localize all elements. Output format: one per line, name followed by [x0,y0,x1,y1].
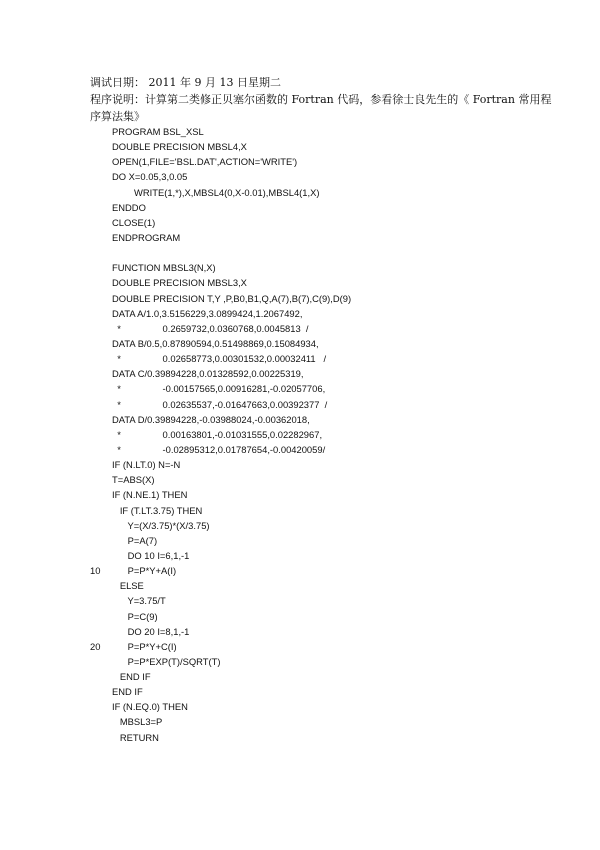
code-line [90,442,550,457]
code-text: IF (T.LT.3.75) THEN [112,504,203,516]
code-line [90,624,550,639]
debug-date-line: 调试日期： 2011 年 9 月 13 日星期二 [90,76,281,89]
code-text: END IF [112,671,151,683]
code-text: DATA D/0.39894228,-0.03988024,-0.00362018, [112,413,310,425]
statement-label: 10 [90,565,101,577]
code-line [90,169,550,184]
code-line [90,609,550,624]
code-text: FUNCTION MBSL3(N,X) [112,262,216,274]
code-text: * -0.00157565,0.00916281,-0.02057706, [112,383,326,395]
code-text: DO 20 I=8,1,-1 [112,625,190,637]
code-text: Y=3.75/T [112,595,166,607]
code-text: DATA A/1.0,3.5156229,3.0899424,1.2067492, [112,307,303,319]
code-line [90,275,550,290]
code-line [90,518,550,533]
code-line [90,457,550,472]
code-text: * 0.02635537,-0.01647663,0.00392377 / [112,398,328,410]
code-text: WRITE(1,*),X,MBSL4(0,X-0.01),MBSL4(1,X) [134,186,320,198]
code-text: IF (N.LT.0) N=-N [112,459,181,471]
code-line [90,366,550,381]
code-text: * 0.2659732,0.0360768,0.0045813 / [112,322,309,334]
code-line [90,472,550,487]
code-text: RETURN [112,731,159,743]
code-line [90,397,550,412]
code-text: * -0.02895312,0.01787654,-0.00420059/ [112,443,326,455]
code-line [90,154,550,169]
code-line [90,533,550,548]
description-line-2: 序算法集》 [90,110,145,123]
code-line [90,291,550,306]
code-text: DO 10 I=6,1,-1 [112,549,190,561]
code-line [90,699,550,714]
code-text: P=C(9) [112,610,158,622]
code-line [90,306,550,321]
code-text: ENDDO [112,201,146,213]
code-text: IF (N.EQ.0) THEN [112,701,188,713]
code-text: ELSE [112,580,144,592]
code-text: * 0.00163801,-0.01031555,0.02282967, [112,428,323,440]
code-text: DOUBLE PRECISION T,Y ,P,B0,B1,Q,A(7),B(7),C(9),D(9) [112,292,352,304]
code-line [90,669,550,684]
statement-label: 20 [90,640,101,652]
code-text: END IF [112,686,143,698]
code-text: * 0.02658773,0.00301532,0.00032411 / [112,353,327,365]
code-text: P=P*Y+C(I) [112,640,177,652]
code-line [90,185,550,200]
code-line [90,260,550,275]
document-header [90,74,552,125]
code-text: DOUBLE PRECISION MBSL3,X [112,277,247,289]
code-line [90,124,550,139]
code-text: MBSL3=P [112,716,163,728]
code-text: T=ABS(X) [112,474,155,486]
code-line [90,351,550,366]
code-text: OPEN(1,FILE='BSL.DAT',ACTION='WRITE') [112,156,298,168]
code-line [90,639,550,654]
code-text: DO X=0.05,3,0.05 [112,171,188,183]
code-line [90,730,550,745]
code-line [90,381,550,396]
code-line [90,714,550,729]
code-text: P=P*EXP(T)/SQRT(T) [112,655,221,667]
description-line-1: 程序说明：计算第二类修正贝塞尔函数的 Fortran 代码，参看徐士良先生的《 Fortran 常用程 [90,93,552,106]
code-line [90,578,550,593]
code-line [90,487,550,502]
code-text: P=A(7) [112,534,158,546]
code-line [90,336,550,351]
code-line [90,321,550,336]
code-line [90,427,550,442]
fortran-code-listing [90,124,550,745]
code-text: Y=(X/3.75)*(X/3.75) [112,519,210,531]
code-line [90,548,550,563]
code-text: P=P*Y+A(I) [112,565,177,577]
code-line [90,412,550,427]
code-text: DATA C/0.39894228,0.01328592,0.00225319, [112,368,304,380]
code-line [90,563,550,578]
code-line [90,654,550,669]
code-text: CLOSE(1) [112,216,156,228]
code-line [90,200,550,215]
code-line [90,245,550,260]
code-line [90,230,550,245]
code-text: IF (N.NE.1) THEN [112,489,188,501]
code-line [90,503,550,518]
code-text: DATA B/0.5,0.87890594,0.51498869,0.15084934, [112,337,319,349]
code-line [90,139,550,154]
code-line [90,684,550,699]
code-text: DOUBLE PRECISION MBSL4,X [112,141,247,153]
code-line [90,593,550,608]
code-text: ENDPROGRAM [112,231,181,243]
code-text: PROGRAM BSL_XSL [112,126,204,137]
code-line [90,215,550,230]
